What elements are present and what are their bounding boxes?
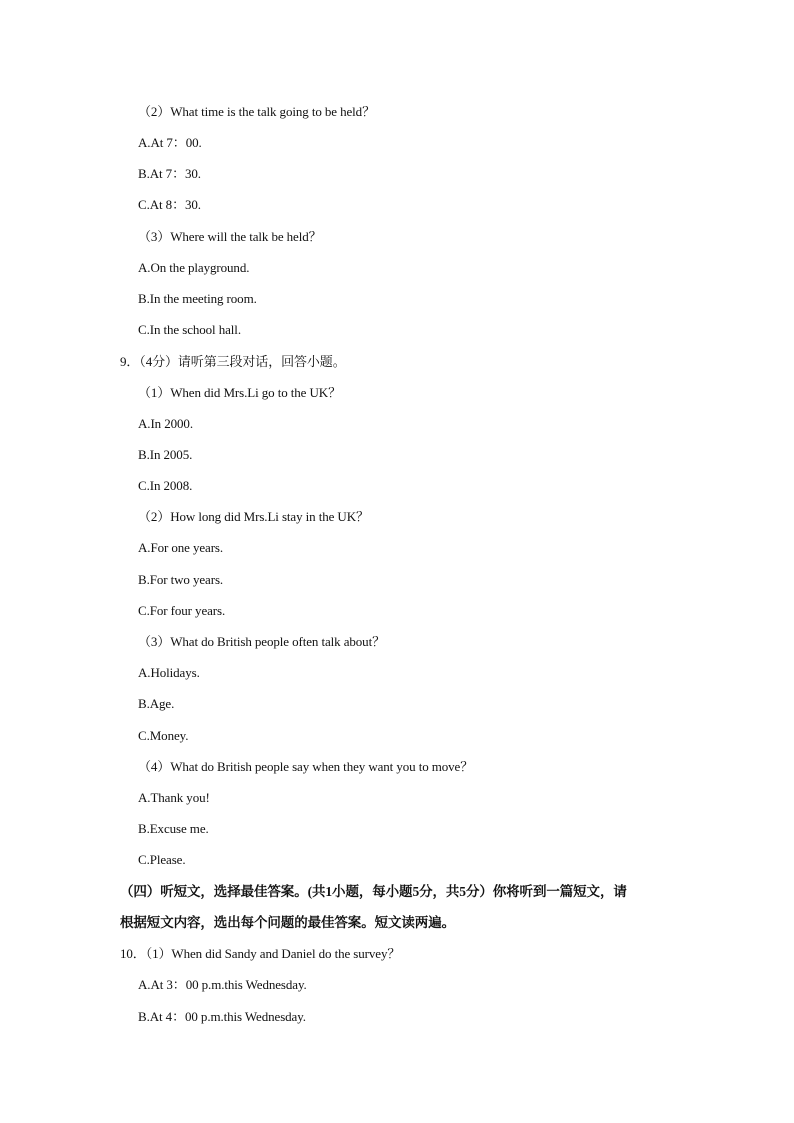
q8-sub2-question: （2）What time is the talk going to be held？ xyxy=(138,104,375,119)
q9-sub3-option-c: C.Money. xyxy=(138,728,189,743)
q9-sub1-option-b: B.In 2005. xyxy=(138,447,193,462)
q8-sub2-option-b: B.At 7：30. xyxy=(138,166,201,181)
q9-header: 9．（4分）请听第三段对话，回答小题。 xyxy=(120,354,346,369)
q9-sub2-option-b: B.For two years. xyxy=(138,572,224,587)
q8-sub3-question: （3）Where will the talk be held？ xyxy=(138,229,322,244)
q9-sub3-question: （3）What do British people often talk about？ xyxy=(138,634,385,649)
q10-option-a: A.At 3：00 p.m.this Wednesday. xyxy=(138,977,307,992)
q9-sub4-option-c: C.Please. xyxy=(138,852,186,867)
q10-option-b: B.At 4：00 p.m.this Wednesday. xyxy=(138,1009,306,1024)
q9-sub4-option-a: A.Thank you! xyxy=(138,790,210,805)
q9-sub2-question: （2）How long did Mrs.Li stay in the UK？ xyxy=(138,509,369,524)
q9-sub3-option-b: B.Age. xyxy=(138,696,175,711)
q8-sub3-option-c: C.In the school hall. xyxy=(138,322,241,337)
q8-sub3-option-a: A.On the playground. xyxy=(138,260,250,275)
q9-sub2-option-a: A.For one years. xyxy=(138,540,224,555)
q9-sub1-question: （1）When did Mrs.Li go to the UK？ xyxy=(138,385,341,400)
q8-sub2-option-c: C.At 8：30. xyxy=(138,197,201,212)
q9-sub2-option-c: C.For four years. xyxy=(138,603,226,618)
q8-sub3-option-b: B.In the meeting room. xyxy=(138,291,257,306)
q9-sub4-option-b: B.Excuse me. xyxy=(138,821,209,836)
q9-sub4-question: （4）What do British people say when they want you to move？ xyxy=(138,759,474,774)
section4-instruction-line2: 根据短文内容，选出每个问题的最佳答案。短文读两遍。 xyxy=(120,915,455,930)
q9-sub1-option-a: A.In 2000. xyxy=(138,416,193,431)
q8-sub2-option-a: A.At 7：00. xyxy=(138,135,202,150)
q9-sub3-option-a: A.Holidays. xyxy=(138,665,200,680)
section4-instruction-line1: （四）听短文，选择最佳答案。(共1小题，每小题5分，共5分）你将听到一篇短文，请 xyxy=(120,884,627,899)
q9-sub1-option-c: C.In 2008. xyxy=(138,478,193,493)
q10-header: 10．（1）When did Sandy and Daniel do the survey？ xyxy=(120,946,401,961)
